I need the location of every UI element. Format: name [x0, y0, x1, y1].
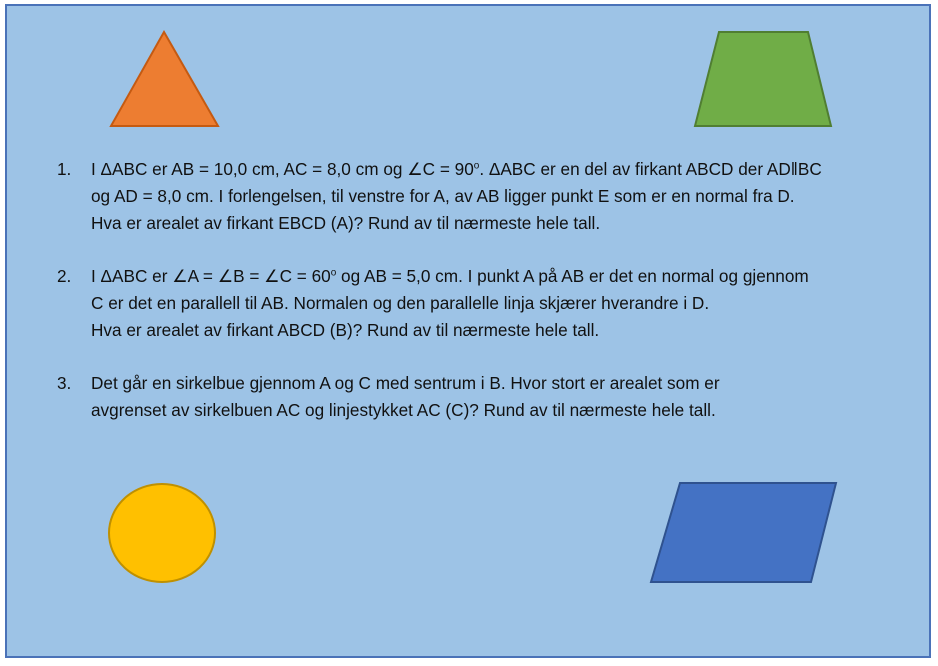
problem-item-2	[57, 263, 917, 344]
triangle-shape	[108, 30, 222, 129]
problem-line: Hva er arealet av firkant EBCD (A)? Rund av til nærmeste hele tall.	[91, 213, 601, 233]
trapezoid-shape	[693, 30, 835, 129]
degree-superscript: o	[473, 160, 480, 172]
problem-item-3	[57, 370, 917, 424]
problem-number: 2.	[57, 266, 72, 286]
degree-superscript: o	[330, 267, 337, 279]
circle-ellipse	[109, 484, 215, 582]
problem-text: I ΔABC er AB = 10,0 cm, AC = 8,0 cm og ∠C = 90	[91, 159, 474, 179]
triangle-polygon	[111, 32, 218, 126]
problem-line: C er det en parallell til AB. Normalen og den parallelle linja skjærer hverandre i D.	[91, 293, 710, 313]
problem-line: Det går en sirkelbue gjennom A og C med sentrum i B. Hvor stort er arealet som er	[91, 373, 720, 393]
problem-number: 3.	[57, 373, 72, 393]
problem-line: og AD = 8,0 cm. I forlengelsen, til venstre for A, av AB ligger punkt E som er en normal fra D.	[91, 186, 795, 206]
problem-text: og AB = 5,0 cm. I punkt A på AB er det en normal og gjennom	[336, 266, 809, 286]
parallelogram-polygon	[651, 483, 836, 582]
problem-number: 1.	[57, 159, 72, 179]
trapezoid-polygon	[695, 32, 831, 126]
circle-shape	[106, 481, 218, 585]
problem-line: avgrenset av sirkelbuen AC og linjestykket AC (C)? Rund av til nærmeste hele tall.	[91, 400, 716, 420]
problem-text: I ΔABC er ∠A = ∠B = ∠C = 60	[91, 266, 331, 286]
problem-item-1	[57, 156, 917, 237]
problem-list	[57, 156, 917, 450]
problem-text: . ΔABC er en del av firkant ABCD der AD‖BC	[479, 159, 822, 179]
parallelogram-shape	[648, 480, 840, 586]
problem-line: Hva er arealet av firkant ABCD (B)? Rund av til nærmeste hele tall.	[91, 320, 600, 340]
problem-line	[91, 263, 917, 290]
problem-line	[91, 156, 917, 183]
slide-canvas	[5, 4, 931, 658]
